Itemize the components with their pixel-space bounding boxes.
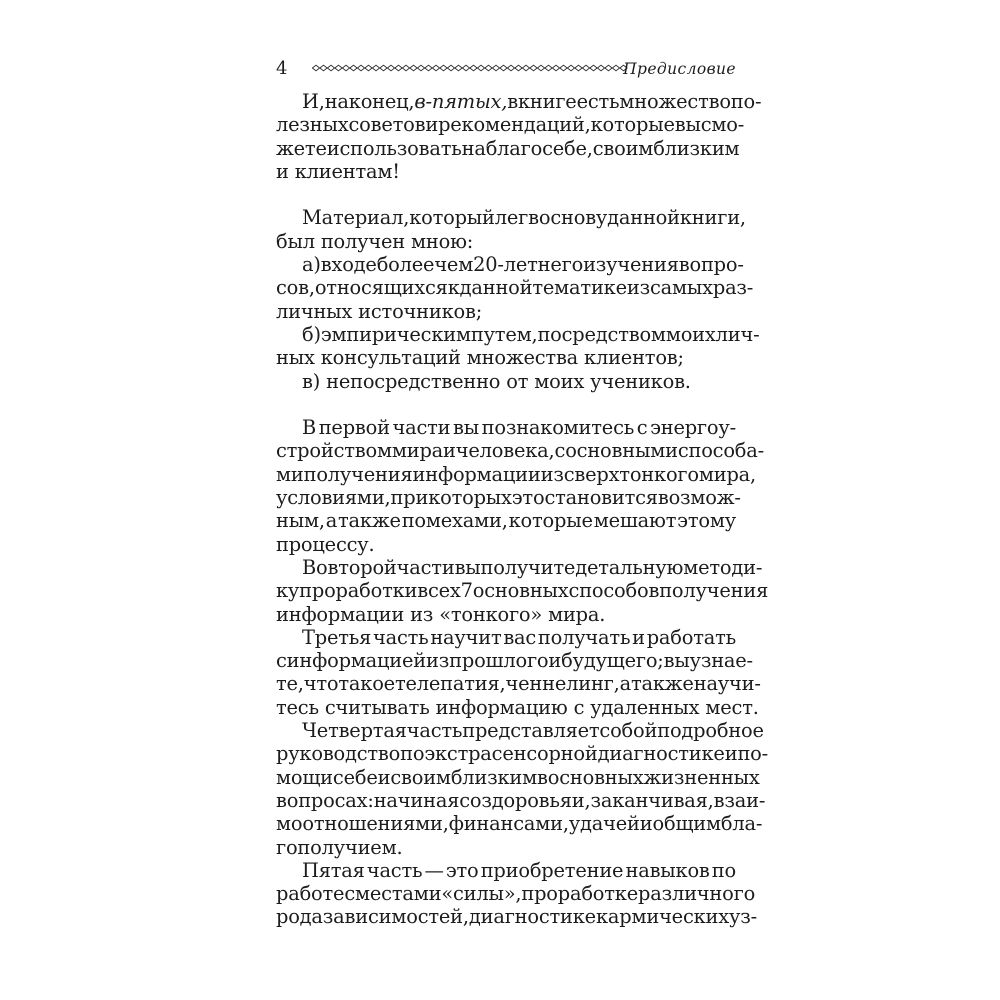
text-line [276, 859, 736, 882]
word: возмож- [657, 486, 741, 510]
word: способа- [677, 439, 764, 463]
word: по- [730, 90, 762, 113]
text-line [276, 836, 736, 859]
word: учеников. [590, 369, 691, 393]
word: местами [355, 882, 442, 906]
word: ходе [331, 253, 377, 277]
text-line [276, 370, 736, 393]
word: и [377, 765, 391, 789]
word: из [540, 462, 564, 486]
word: удачей [568, 812, 640, 836]
word: энергоу- [650, 416, 736, 440]
word: также [630, 672, 694, 696]
word: работе [276, 882, 345, 906]
word: различного [638, 882, 756, 906]
word: познакомитесь [481, 416, 635, 440]
word: — [424, 858, 444, 882]
word: в-пятых, [414, 90, 508, 113]
ornament-diamond [447, 65, 454, 71]
word: И, [302, 90, 325, 113]
paragraph-gap [276, 393, 736, 416]
word: «тонкого» [439, 602, 543, 626]
ornament-diamond [507, 65, 514, 71]
body-text [276, 90, 769, 929]
word: получения [659, 579, 769, 603]
paragraph [276, 253, 754, 323]
word: получен [320, 229, 405, 253]
word: всех [417, 579, 461, 603]
word: множества [466, 346, 579, 370]
word: которых [428, 486, 512, 510]
word: навыков [625, 858, 710, 882]
word: относящихся [314, 276, 448, 300]
text-line [276, 439, 764, 463]
word: в [528, 206, 539, 230]
word: есть [576, 90, 620, 113]
word: раз- [712, 276, 754, 300]
text-line [276, 742, 768, 766]
ornament-diamond [575, 65, 582, 71]
text-line [276, 765, 760, 789]
word: личных [276, 299, 353, 323]
word: которые [590, 113, 675, 137]
word: диагностике [468, 905, 596, 929]
ornament-diamond [597, 65, 604, 71]
word: ных [276, 346, 315, 370]
word: сверхтонкого [563, 462, 699, 486]
paragraph [276, 416, 764, 556]
paragraph [276, 206, 746, 253]
word: в [507, 90, 518, 113]
word: узнае- [689, 649, 753, 673]
word: проработки [299, 579, 418, 603]
word: близким [450, 765, 538, 789]
word: себе [332, 765, 378, 789]
word: с [276, 649, 287, 673]
word: с [573, 695, 585, 719]
word: и [639, 812, 653, 836]
ornament-diamond [537, 65, 544, 71]
ornament-diamond [455, 65, 462, 71]
word: детальную [575, 555, 684, 579]
ornament-icon [312, 61, 632, 75]
word: и [548, 649, 562, 673]
word: 20-летнего [473, 253, 584, 277]
word: ми [276, 462, 304, 486]
word: также [338, 509, 401, 533]
word: путем, [470, 322, 538, 346]
word: «силы», [441, 882, 522, 906]
ornament-diamond [395, 65, 402, 71]
paragraph [276, 625, 761, 719]
word: вопросах: [276, 788, 374, 812]
word: и [276, 159, 289, 183]
word: при [390, 486, 429, 510]
word: В [302, 416, 317, 440]
text-line [276, 300, 736, 323]
word: мешают [593, 509, 677, 533]
word: из [626, 276, 650, 300]
word: книге [517, 90, 577, 113]
text-line [276, 812, 763, 836]
word: часть [366, 858, 423, 882]
word: Четвертая [302, 719, 407, 743]
word: методи- [683, 555, 763, 579]
word: с [554, 439, 566, 463]
ornament-diamond [515, 65, 522, 71]
word: мира [391, 439, 444, 463]
word: по [711, 858, 736, 882]
word: это [511, 486, 545, 510]
word: ку [276, 579, 300, 603]
word: мира, [698, 462, 757, 486]
word: помехами, [401, 509, 508, 533]
word: ным, [276, 509, 325, 533]
word: основных [547, 765, 644, 789]
word: тематике [532, 276, 627, 300]
ornament-diamond [552, 65, 559, 71]
ornament-diamond [485, 65, 492, 71]
word: лег [494, 206, 529, 230]
word: себе, [542, 136, 593, 160]
word: вы [453, 416, 479, 440]
text-line [276, 253, 744, 277]
ornament-diamond [462, 65, 469, 71]
word: а [619, 672, 631, 696]
word: своим [390, 765, 451, 789]
word: второй [327, 555, 397, 579]
text-line [276, 346, 736, 369]
word: процессу. [276, 532, 375, 556]
text-line [276, 555, 763, 579]
word: Третья [302, 625, 372, 649]
word: это [445, 858, 479, 882]
word: научи- [693, 672, 761, 696]
word: получите [480, 555, 576, 579]
running-header [276, 56, 736, 84]
word: самых [649, 276, 713, 300]
word: эмпирическим [320, 322, 471, 346]
word: на [461, 136, 486, 160]
word: которые [508, 509, 593, 533]
text-line [276, 206, 746, 230]
word: стройством [276, 439, 392, 463]
word: будущего; [561, 649, 664, 673]
word: советов [348, 113, 426, 137]
ornament-diamond [432, 65, 439, 71]
word: части [396, 555, 455, 579]
word: моих [534, 369, 585, 393]
word: 7 [460, 579, 473, 603]
ornament-diamond [320, 65, 327, 71]
text-line [276, 882, 756, 906]
word: основу [538, 206, 608, 230]
ornament-diamond [492, 65, 499, 71]
ornament-diamond [590, 65, 597, 71]
word: и [632, 625, 645, 649]
word: что [303, 672, 339, 696]
word: основными [565, 439, 678, 463]
word: с [636, 416, 648, 440]
word: лич- [715, 322, 760, 346]
text-line [276, 276, 754, 300]
word: от [506, 369, 529, 393]
word: лезных [276, 113, 349, 137]
word: уз- [729, 905, 757, 929]
word: вы [674, 113, 701, 137]
ornament-diamond [350, 65, 357, 71]
section-title: Предисловие [623, 60, 736, 78]
word: зависимостей, [322, 905, 469, 929]
word: данной [459, 276, 533, 300]
text-line [276, 649, 753, 673]
word: руководство [276, 742, 401, 766]
word: тесь [276, 695, 319, 719]
word: Материал, [302, 206, 410, 230]
ornament-diamond [605, 65, 612, 71]
word: рода [276, 905, 323, 929]
word: гополучием. [276, 835, 403, 859]
text-line [276, 136, 740, 160]
word: получать [537, 625, 631, 649]
paragraph [276, 370, 736, 393]
word: этому [677, 509, 736, 533]
word: в [537, 765, 548, 789]
word: наконец, [324, 90, 415, 113]
word: своим [592, 136, 654, 160]
word: мощи [276, 765, 333, 789]
ornament-diamond [545, 65, 552, 71]
word: из [410, 602, 434, 626]
ornament-diamond [380, 65, 387, 71]
text-line [276, 579, 769, 603]
word: близким [653, 136, 740, 160]
word: первой [318, 416, 390, 440]
text-line [276, 719, 764, 743]
word: вы [663, 649, 690, 673]
word: более [376, 253, 435, 277]
word: основных [472, 579, 569, 603]
text-line [276, 113, 745, 137]
word: по [400, 742, 425, 766]
word: б) [302, 322, 321, 346]
word: жете [276, 136, 327, 160]
word: способов [568, 579, 660, 603]
word: взаи- [713, 788, 766, 812]
ornament-diamond [425, 65, 432, 71]
word: научит [430, 625, 502, 649]
ornament-diamond [335, 65, 342, 71]
paragraph [276, 90, 762, 183]
word: мною: [410, 229, 474, 253]
ornament-diamond [500, 65, 507, 71]
ornament-diamond [470, 65, 477, 71]
ornament-diamond [357, 65, 364, 71]
word: часть [372, 625, 429, 649]
text-line [276, 486, 741, 510]
word: получения [303, 462, 413, 486]
word: моотношениями, [276, 812, 449, 836]
word: общим [652, 812, 721, 836]
word: мест. [705, 695, 759, 719]
word: непосредственно [326, 369, 501, 393]
word: экстрасенсорной [424, 742, 598, 766]
ornament-diamond [522, 65, 529, 71]
word: использовать [326, 136, 462, 160]
text-line [276, 322, 760, 346]
text-line [276, 603, 736, 626]
paragraph [276, 322, 760, 370]
word: части [392, 416, 451, 440]
word: источников; [358, 299, 483, 323]
ornament-diamond [567, 65, 574, 71]
ornament-diamond [365, 65, 372, 71]
word: а [325, 509, 338, 533]
word: заканчивая, [590, 788, 714, 812]
word: удаленных [590, 695, 700, 719]
word: данной [607, 206, 680, 230]
word: Пятая [302, 858, 365, 882]
word: который [409, 206, 495, 230]
word: благо [485, 136, 543, 160]
word: и [724, 742, 738, 766]
word: и [443, 439, 456, 463]
word: вы [454, 555, 481, 579]
paragraph [276, 858, 757, 929]
word: представляет [462, 719, 600, 743]
word: те, [276, 672, 304, 696]
ornament-diamond [312, 65, 319, 71]
word: со [459, 788, 482, 812]
ornament-diamond [530, 65, 537, 71]
word: жизненных [643, 765, 760, 789]
word: такое [338, 672, 395, 696]
text-line [276, 626, 736, 649]
page-number: 4 [276, 58, 288, 79]
word: к [447, 276, 460, 300]
word: прошлого [449, 649, 549, 673]
ornament-diamond [410, 65, 417, 71]
word: вопро- [678, 253, 744, 277]
word: консультаций [320, 346, 461, 370]
word: ченнелинг, [505, 672, 620, 696]
word: а) [302, 253, 321, 277]
word: смо- [700, 113, 745, 137]
word: подробное [657, 719, 764, 743]
word: сов, [276, 276, 315, 300]
word: книги, [679, 206, 746, 230]
word: изучения [583, 253, 679, 277]
text-line [276, 230, 736, 253]
ornament-diamond [372, 65, 379, 71]
word: человека, [455, 439, 555, 463]
word: клиентов; [584, 346, 684, 370]
word: считывать [324, 695, 430, 719]
ornament-diamond [342, 65, 349, 71]
text-line [276, 695, 759, 719]
ornament-diamond [387, 65, 394, 71]
word: условиями, [276, 486, 391, 510]
word: проработке [521, 882, 638, 906]
word: посредством [537, 322, 666, 346]
ornament-diamond [582, 65, 589, 71]
text-line [276, 509, 736, 532]
word: собой [599, 719, 658, 743]
text-line [276, 160, 736, 183]
word: информацию [435, 695, 568, 719]
word: в [320, 253, 332, 277]
word: рекомендаций, [438, 113, 591, 137]
decorative-chain-ornament [312, 61, 898, 75]
word: в) [302, 369, 321, 393]
word: телепатия, [394, 672, 506, 696]
ornament-diamond [440, 65, 447, 71]
word: и, [571, 788, 591, 812]
text-line [276, 416, 736, 439]
word: клиентам! [294, 159, 400, 183]
paragraph-gap [276, 183, 736, 206]
word: часть [406, 719, 463, 743]
text-line [276, 533, 736, 556]
paragraph [276, 555, 769, 626]
word: бла- [720, 812, 763, 836]
word: становится [544, 486, 658, 510]
word: финансами, [448, 812, 569, 836]
text-line [276, 90, 762, 113]
word: множество [619, 90, 731, 113]
word: Во [302, 555, 328, 579]
word: моих [665, 322, 716, 346]
ornament-diamond [612, 65, 619, 71]
text-line [276, 905, 757, 929]
word: из [426, 649, 450, 673]
word: с [344, 882, 355, 906]
word: информации [412, 462, 541, 486]
word: информацией [286, 649, 427, 673]
word: мира. [548, 602, 606, 626]
word: кармических [595, 905, 730, 929]
text-line [276, 788, 766, 812]
word: начиная [373, 788, 460, 812]
ornament-diamond [560, 65, 567, 71]
ornament-diamond [477, 65, 484, 71]
word: по- [737, 742, 768, 766]
word: здоровья [481, 788, 572, 812]
text-line [276, 462, 757, 486]
paragraph [276, 719, 768, 859]
ornament-diamond [417, 65, 424, 71]
text-line [276, 672, 761, 696]
word: вас [503, 625, 537, 649]
ornament-diamond [327, 65, 334, 71]
word: работать [646, 625, 736, 649]
word: и [425, 113, 439, 137]
word: диагностике [597, 742, 725, 766]
ornament-diamond [402, 65, 409, 71]
word: информации [276, 602, 405, 626]
word: был [276, 229, 315, 253]
word: приобретение [480, 858, 624, 882]
word: чем [434, 253, 474, 277]
